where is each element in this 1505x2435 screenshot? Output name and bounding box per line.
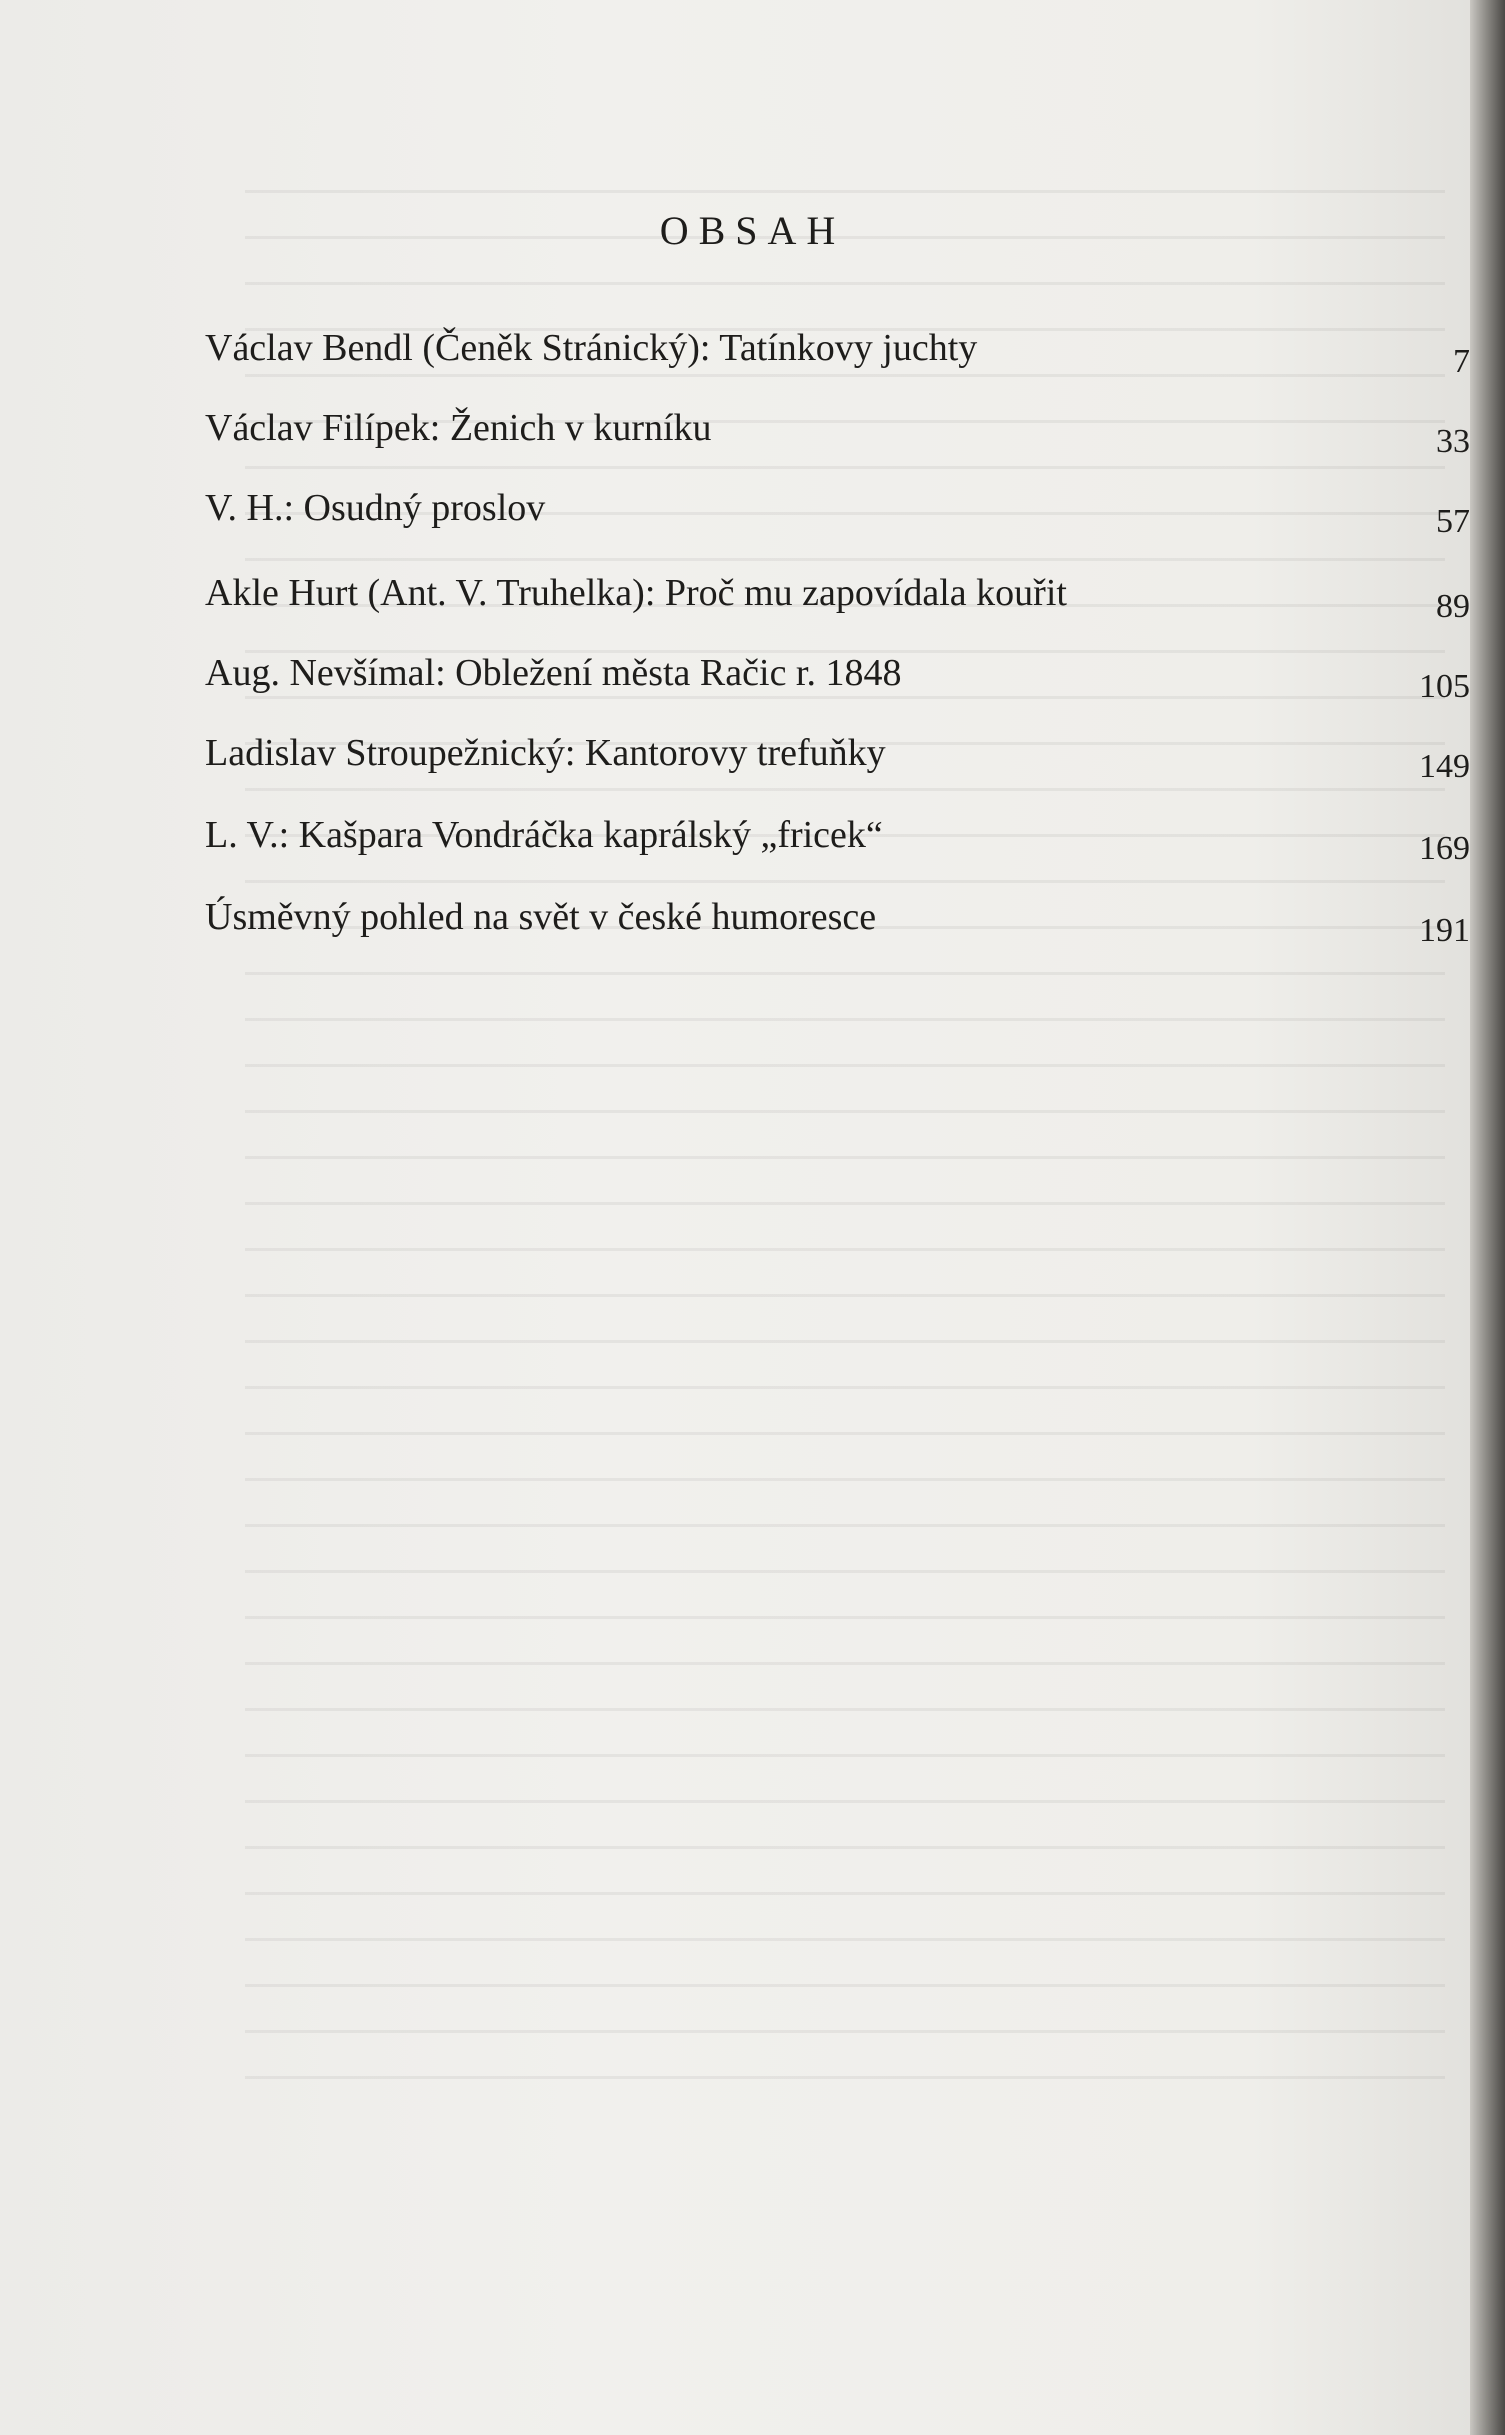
toc-entry: [205, 318, 1470, 378]
entry-page-number: 191: [1419, 912, 1470, 949]
entry-title: Akle Hurt (Ant. V. Truhelka): Proč mu zapovídala kouřit: [205, 572, 1067, 614]
entry-page-number: 89: [1436, 588, 1470, 625]
entry-page-number: 149: [1419, 748, 1470, 785]
entry-page-number: 57: [1436, 503, 1470, 540]
entry-title: Ladislav Stroupežnický: Kantorovy trefuňky: [205, 732, 886, 774]
toc-entry: [205, 805, 1470, 865]
entry-page-number: 169: [1419, 830, 1470, 867]
entry-title: L. V.: Kašpara Vondráčka kaprálský „fricek“: [205, 814, 883, 856]
entry-title: Václav Filípek: Ženich v kurníku: [205, 407, 712, 449]
toc-heading: OBSAH: [659, 208, 846, 253]
toc-entry: [205, 398, 1470, 458]
entry-title: Úsměvný pohled na svět v české humoresce: [205, 896, 877, 938]
entry-page-number: 7: [1453, 343, 1470, 380]
entry-title: Aug. Nevšímal: Obležení města Račic r. 1848: [205, 652, 902, 694]
toc-entry: [205, 723, 1470, 783]
entry-title: Václav Bendl (Čeněk Stránický): Tatínkovy juchty: [205, 327, 978, 369]
toc-entry: [205, 887, 1470, 947]
toc-entry: [205, 643, 1470, 703]
entry-title: V. H.: Osudný proslov: [205, 487, 546, 529]
table-of-contents: [205, 0, 1470, 2435]
entry-page-number: 33: [1436, 423, 1470, 460]
page-edge-shadow: [1470, 0, 1505, 2435]
toc-entry: [205, 563, 1470, 623]
toc-entry: [205, 478, 1470, 538]
entry-page-number: 105: [1419, 668, 1470, 705]
